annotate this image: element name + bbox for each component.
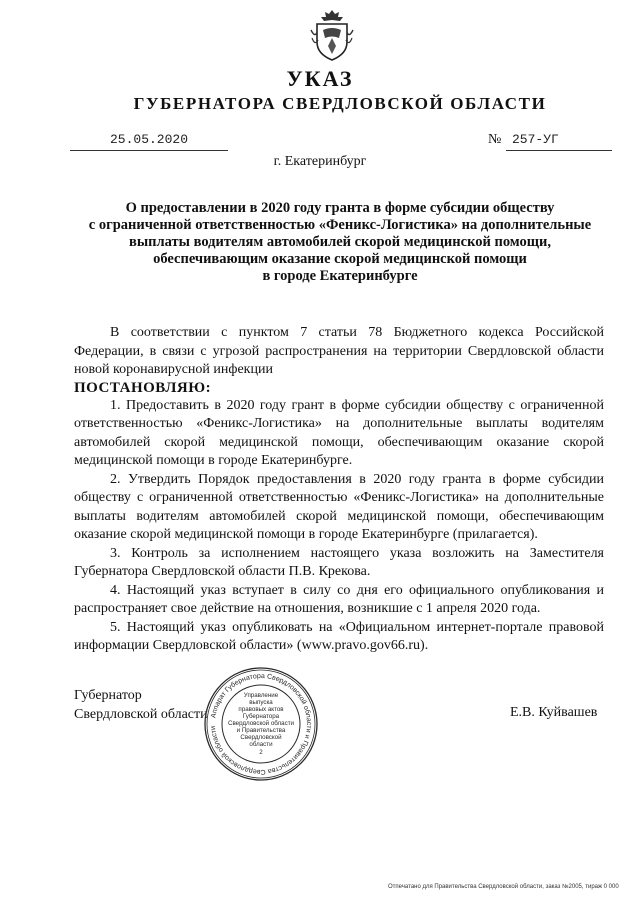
document-type-title: УКАЗ xyxy=(286,66,354,91)
subject-line: выплаты водителям автомобилей скорой медицинской помощи, xyxy=(129,234,551,250)
stamp-center-line: Губернатора xyxy=(242,713,280,720)
signer-position xyxy=(74,686,208,724)
decree-item: 1. Предоставить в 2020 году грант в форме субсидии обществу с ограниченной ответственностью «Феникс-Логистика» на дополнительные выплаты водителям автомобилей скорой медицинской помощи, обеспечивающим оказание скорой медицинской помощи в городе Екатеринбурге. xyxy=(74,397,604,468)
stamp-center-line: 2 xyxy=(259,749,263,756)
number-sign: № xyxy=(488,132,502,147)
official-stamp-seal xyxy=(203,666,319,782)
decree-item: 3. Контроль за исполнением настоящего указа возложить на Заместителя Губернатора Свердловской области П.В. Крекова. xyxy=(74,545,604,579)
decree-subject xyxy=(70,200,610,285)
decree-item: 2. Утвердить Порядок предоставления в 2020 году гранта в форме субсидии обществу с ограниченной ответственностью «Феникс-Логистика» на дополнительные выплаты водителям автомобилей скорой медицинской помощи, обеспечивающим оказание скорой медицинской помощи в городе Екатеринбурге (прилагается). xyxy=(74,471,604,542)
coat-of-arms-icon xyxy=(309,8,355,62)
decree-date: 25.05.2020 xyxy=(70,132,228,151)
signer-name: Е.В. Куйвашев xyxy=(510,705,598,720)
stamp-center-line: Управление xyxy=(243,692,279,699)
decree-item: 4. Настоящий указ вступает в силу со дня его официального опубликования и распространяет свое действие на отношения, возникшие с 1 апреля 2020 года. xyxy=(74,582,604,616)
decree-body xyxy=(74,324,604,656)
subject-line: с ограниченной ответственностью «Феникс-Логистика» на дополнительные xyxy=(88,217,592,233)
stamp-ring-text: Аппарат Губернатора Свердловской области и Правительства Свердловской области xyxy=(210,672,313,776)
stamp-center-line: Свердловской xyxy=(240,734,282,741)
stamp-center-line: правовых актов xyxy=(238,706,284,713)
issuer-title: ГУБЕРНАТОРА СВЕРДЛОВСКОЙ ОБЛАСТИ xyxy=(133,94,547,113)
subject-line: в городе Екатеринбурге xyxy=(262,268,418,284)
preamble-paragraph: В соответствии с пунктом 7 статьи 78 Бюджетного кодекса Российской Федерации, в связи с угрозой распространения на территории Свердловской области новой коронавирусной инфекции xyxy=(74,325,604,377)
decree-keyword: ПОСТАНОВЛЯЮ: xyxy=(74,379,212,396)
print-footer-note: Отпечатано для Правительства Свердловской области, заказ №2005, тираж 0 000 xyxy=(388,884,619,890)
decree-number: 257-УГ xyxy=(506,132,612,151)
stamp-center-line: Свердловской области xyxy=(227,720,295,727)
decree-number-block xyxy=(488,132,608,150)
subject-line: обеспечивающим оказание скорой медицинской помощи xyxy=(153,251,527,267)
stamp-center-line: области xyxy=(249,741,273,748)
signer-position-line: Губернатор xyxy=(74,688,142,703)
city-line: г. Екатеринбург xyxy=(273,154,367,169)
stamp-center-line: и Правительства xyxy=(236,727,286,734)
subject-line: О предоставлении в 2020 году гранта в форме субсидии обществу xyxy=(125,200,555,216)
stamp-center-line: выпуска xyxy=(249,699,273,706)
decree-item: 5. Настоящий указ опубликовать на «Официальном интернет-портале правовой информации Свердловской области» (www.pravo.gov66.ru). xyxy=(74,619,604,653)
signer-position-line: Свердловской области xyxy=(74,707,208,722)
